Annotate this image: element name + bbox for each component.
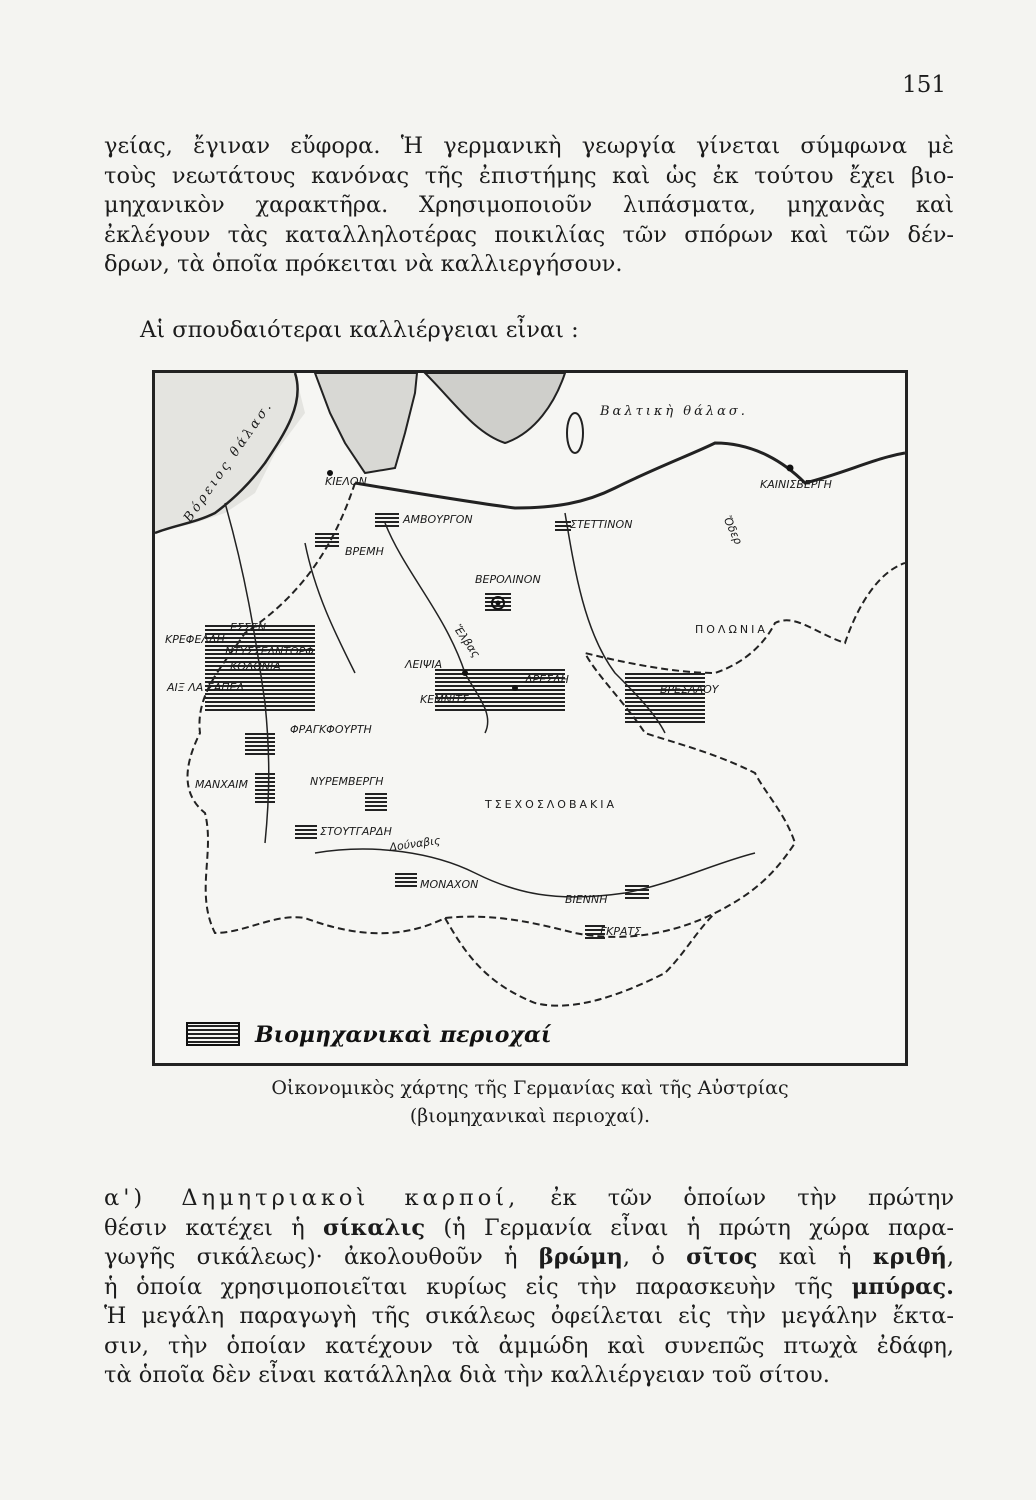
section-heading: α') Δημητριακοὶ καρποί,: [104, 1185, 520, 1211]
sea-label-north: Βόρειος θάλασ.: [180, 397, 277, 526]
page-number: 151: [902, 72, 946, 98]
city-label-hamburg: ΑΜΒΟΥΡΓΟΝ: [403, 513, 473, 526]
industrial-regions: [205, 513, 705, 939]
river-label-oder: Ὄδερ: [720, 513, 745, 547]
city-label-berlin: ΒΕΡΟΛΙΝΟΝ: [475, 573, 541, 586]
industrial-region-nuremberg: [365, 793, 387, 813]
city-label-bremen: ΒΡΕΜΗ: [345, 545, 384, 558]
text-line: [104, 1273, 954, 1303]
danish-isles: [425, 373, 565, 443]
city-dot-konigsberg: [787, 465, 794, 472]
city-markers: [327, 465, 794, 692]
text-line: [104, 1214, 954, 1244]
industrial-region-vienna: [625, 883, 649, 899]
city-dot-leipzig: [462, 670, 468, 676]
city-label-stuttgart: ΣΤΟΥΤΓΑΡΔΗ: [320, 825, 392, 838]
river-label-danube: Δούναβις: [388, 833, 442, 854]
map-svg: [155, 373, 905, 1063]
text-line: σιν, τὴν ὁποίαν κατέχουν τὰ ἀμμώδη καὶ συνεπῶς πτωχὰ ἐδάφη,: [104, 1332, 954, 1359]
country-label-poland: ΠΟΛΩΝΙΑ: [695, 623, 768, 636]
caption-line: Οἰκονομικὸς χάρτης τῆς Γερμανίας καὶ τῆς Αὐστρίας: [271, 1077, 789, 1099]
industrial-region-stuttgart: [295, 823, 317, 839]
baltic-coast: [355, 443, 905, 508]
text-line: τὰ ὁποῖα δὲν εἶναι κατάλληλα διὰ τὴν καλλιέργειαν τοῦ σίτου.: [104, 1362, 830, 1388]
paragraph-cereals: [104, 1184, 954, 1391]
paragraph-agriculture: [104, 132, 954, 280]
city-label-dresden: ΔΡΕΣΔΗ: [525, 673, 569, 686]
city-label-konigsberg: ΚΑΙΝΙΣΒΕΡΓΗ: [760, 478, 832, 491]
river-danube: [315, 849, 755, 897]
term-barley: κριθή: [872, 1244, 947, 1270]
industrial-region-bremen: [315, 533, 339, 547]
text-span: (ἡ Γερμανία εἶναι ἡ πρώτη χώρα παρα-: [425, 1214, 954, 1241]
industrial-region-frankfurt: [245, 733, 275, 757]
city-dot-dresden: [512, 685, 518, 691]
term-beer: μπύρας.: [851, 1273, 954, 1300]
industrial-region-hamburg: [375, 513, 399, 529]
city-label-chemnitz: ΚΕΜΝΙΤΣ: [420, 693, 469, 706]
industrial-region-mannheim: [255, 773, 275, 803]
industrial-region-munich: [395, 873, 417, 889]
city-label-breslau: ΒΡΕΣΛΑΟΥ: [660, 683, 719, 696]
text-span: ἐκ τῶν ὁποίων τὴν πρώτην: [519, 1185, 954, 1211]
city-label-mannheim: ΜΑΝΧΑΙΜ: [195, 778, 249, 791]
river-label-elbe: Ἔλβας: [450, 622, 483, 661]
text-span: γωγῆς σικάλεως)· ἀκολουθοῦν ἡ: [104, 1244, 539, 1270]
legend-swatch: [187, 1023, 239, 1045]
text-span: , ὁ: [622, 1244, 687, 1270]
city-label-nuremberg: ΝΥΡΕΜΒΕΡΓΗ: [310, 775, 384, 788]
map-caption: [150, 1074, 910, 1130]
denmark: [315, 373, 417, 473]
baltic-island: [567, 413, 583, 453]
text-line: τοὺς νεωτάτους κανόνας τῆς ἐπιστήμης καὶ ὡς ἐκ τούτου ἔχει βιο-: [104, 162, 954, 189]
city-label-vienna: ΒΙΕΝΝΗ: [565, 893, 608, 906]
country-label-czechoslovakia: ΤΣΕΧΟΣΛΟΒΑΚΙΑ: [485, 798, 618, 811]
paragraph-crops-intro: [140, 316, 960, 346]
city-label-munich: ΜΟΝΑΧΟΝ: [420, 878, 479, 891]
legend-label: Βιομηχανικαὶ περιοχαί: [255, 1022, 552, 1048]
text-line: [104, 1243, 954, 1273]
text-line: μηχανικὸν χαρακτῆρα. Χρησιμοποιοῦν λιπάσματα, μηχανὰς καὶ: [104, 192, 954, 218]
term-wheat: σῖτος: [686, 1244, 758, 1270]
city-label-krefeld: ΚΡΕΦΕΛΔΗ: [165, 633, 225, 646]
border-austria: [445, 913, 715, 1006]
text-span: θέσιν κατέχει ἡ: [104, 1214, 324, 1241]
city-label-stettin: ΣΤΕΤΤΙΝΟΝ: [570, 518, 633, 531]
city-label-graz: ΓΚΡΑΤΣ: [600, 925, 642, 938]
text-line: ἐκλέγουν τὰς καταλληλοτέρας ποικιλίας τῶν σπόρων καὶ τῶν δέν-: [104, 221, 954, 248]
text-line: δρων, τὰ ὁποῖα πρόκειται νὰ καλλιεργήσουν.: [104, 251, 623, 277]
text-span: καὶ ἡ: [757, 1244, 873, 1270]
sea-label-baltic: Βαλτικὴ θάλασ.: [600, 404, 748, 419]
city-label-essen: ΕΣΣΕΝ: [230, 621, 267, 634]
city-label-frankfurt: ΦΡΑΓΚΦΟΥΡΤΗ: [290, 723, 372, 736]
industrial-region-stettin: [555, 521, 571, 533]
economic-map: [152, 370, 908, 1066]
text-span: ,: [946, 1244, 954, 1270]
industrial-region-silesia: [625, 673, 705, 723]
city-label-aachen: ΑΙΞ ΛΑ ΣΑΠΕΛ: [167, 681, 244, 694]
text-line: γείας, ἔγιναν εὔφορα. Ἡ γερμανικὴ γεωργία γίνεται σύμφωνα μὲ: [104, 133, 954, 159]
text-span: ἡ ὁποία χρησιμοποιεῖται κυρίως εἰς τὴν παρασκευὴν τῆς: [104, 1273, 852, 1300]
term-rye: σίκαλις: [323, 1214, 426, 1241]
text-line: Αἱ σπουδαιότεραι καλλιέργειαι εἶναι :: [140, 317, 579, 343]
city-label-cologne: ΚΟΛΩΝΙΑ: [230, 660, 281, 673]
city-label-kiel: ΚΙΕΛΟΝ: [325, 475, 367, 488]
term-oats: βρώμη: [538, 1244, 623, 1270]
text-line: Ἡ μεγάλη παραγωγὴ τῆς σικάλεως ὀφείλεται εἰς τὴν μεγάλην ἔκτα-: [104, 1303, 954, 1329]
caption-line: (βιομηχανικαὶ περιοχαί).: [409, 1105, 651, 1127]
text-line: [104, 1184, 954, 1214]
city-label-leipzig: ΛΕΙΨΙΑ: [405, 658, 443, 671]
city-label-dusseldorf: ΝΤΥΣΣΕΛΝΤΟΡΦ: [225, 645, 314, 658]
